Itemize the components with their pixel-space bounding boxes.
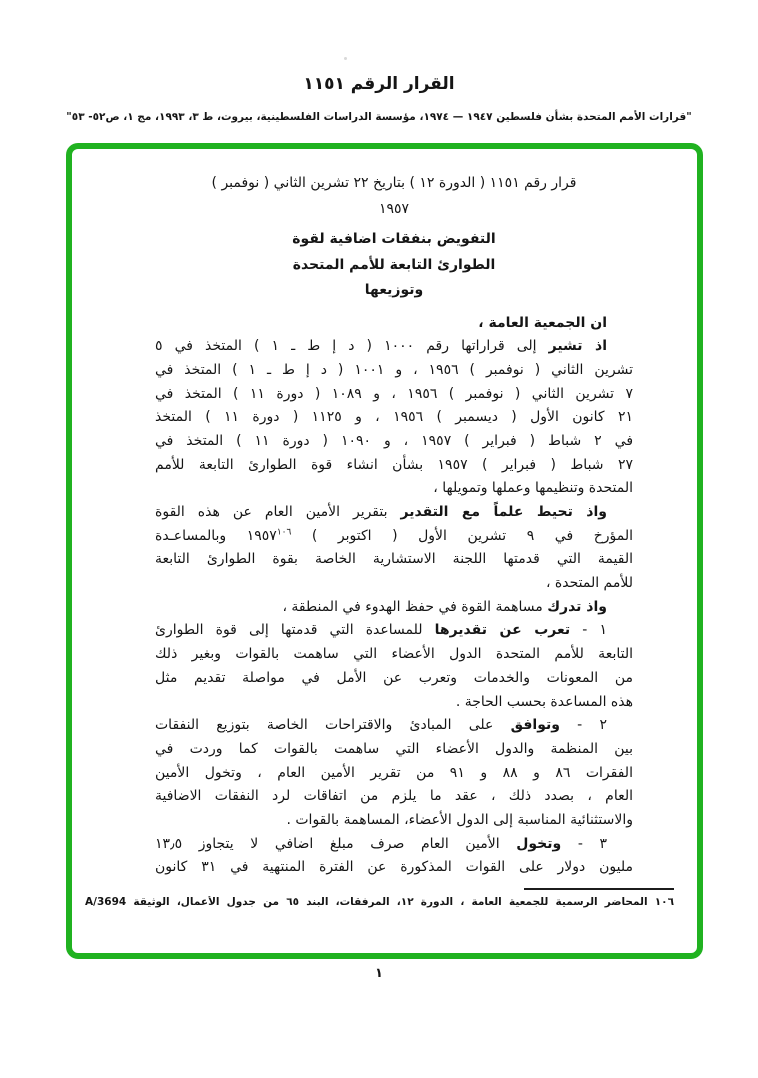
text-segment: ٢١ كانون الأول ( ديسمبر ) ١٩٥٦ ، و ١١٢٥ ( دورة ١١ ) المتخذ — [155, 409, 633, 426]
text-segment: القيمة التي قدمتها اللجنة الاستشارية الخاصة بقوة الطوارئ التابعة — [155, 551, 633, 568]
citation-line: "قرارات الأمم المتحدة بشأن فلسطين ١٩٤٧ — ١٩٧٤، مؤسسة الدراسات الفلسطينية، بيروت، ط ٣، ١٩٩٣، مج ١، ص٥٢- ٥٣" — [66, 111, 692, 123]
text-segment: مليون دولار على القوات المذكورة عن الفترة المنتهية في ٣١ كانون — [155, 859, 633, 876]
text-segment: للأمم المتحدة ، — [545, 575, 633, 592]
resolution-text — [155, 171, 633, 880]
text-segment: واذ تحيط علماً مع التقدير — [400, 504, 607, 520]
body-line — [155, 691, 633, 715]
text-segment: وبالمساعـدة — [155, 527, 247, 544]
text-segment: بتقرير الأمين العام عن هذه القوة — [155, 504, 401, 520]
text-segment: ٢٧ شباط ( فبراير ) ١٩٥٧ بشأن انشاء قوة الطوارئ التابعة للأمم — [155, 456, 633, 473]
text-segment: إلى قراراتها رقم ١٠٠٠ ( د إ ط ـ ١ ) المتخذ في ٥ — [155, 338, 549, 355]
text-segment: تعرب عن تقديرها — [434, 622, 571, 639]
body-line — [155, 501, 633, 525]
text-segment: على المبادئ والاقتراحات الخاصة بتوزيع النفقات — [155, 717, 511, 734]
body-line — [155, 833, 633, 857]
text-segment: من المعونات والخدمات وتعرب عن الأمل في مواصلة تقديم مثل — [155, 669, 633, 686]
body-line — [155, 856, 633, 880]
text-segment: وتوافق — [510, 717, 560, 734]
body-line — [155, 667, 633, 691]
text-segment: والاستثنائية المناسبة إلى الدول الأعضاء، المساهمة بالقوات . — [286, 811, 633, 828]
body-line — [155, 572, 633, 596]
text-segment: للمساعدة التي قدمتها إلى قوة الطوارئ — [155, 622, 435, 639]
text-segment: المؤرخ في ٩ تشرين الأول ( اكتوبر ) ١٩٥٧ — [246, 527, 633, 544]
footnote-reference: ١٠٦ — [276, 527, 292, 538]
text-segment: اذ تشير — [548, 338, 608, 355]
scan-speck — [344, 57, 347, 60]
text-segment: ١ - — [570, 622, 607, 639]
body-line — [155, 383, 633, 407]
body-line — [155, 596, 633, 620]
body-line — [155, 548, 633, 572]
body-line — [155, 785, 633, 809]
body-line — [155, 643, 633, 667]
text-segment: تشرين الثاني ( نوفمبر ) ١٩٥٦ ، و ١٠٠١ ( د إ ط ـ ١ ) المتخذ في — [155, 361, 633, 378]
text-segment: ٣ - — [561, 835, 608, 852]
text-segment: مساهمة القوة في حفظ الهدوء في المنطقة ، — [282, 598, 548, 615]
text-segment: ٧ تشرين الثاني ( نوفمبر ) ١٩٥٦ ، و ١٠٨٩ ( دورة ١١ ) المتخذ في — [155, 385, 633, 402]
body-line — [155, 619, 633, 643]
text-segment: الأمين العام صرف مبلغ اضافي لا يتجاوز ١٣٫٥ — [155, 835, 517, 852]
footnote-rule — [524, 888, 674, 890]
body-line — [155, 762, 633, 786]
resolution-body — [155, 312, 633, 881]
text-segment: وتخول — [516, 835, 562, 852]
body-line — [155, 809, 633, 833]
resolution-heading — [155, 171, 633, 222]
page-title: القرار الرقم ١١٥١ — [303, 74, 455, 94]
body-line — [155, 359, 633, 383]
body-line — [155, 335, 633, 359]
resolution-title — [155, 227, 633, 304]
body-line — [155, 525, 633, 549]
footnote: ١٠٦ المحاضر الرسمية للجمعية العامة ، الدورة ١٢، المرفقات، البند ٦٥ من جدول الأعمال، الوثيقة A/3694 — [85, 896, 674, 908]
title-line: وتوزيعها — [364, 282, 424, 298]
title-line: التفويض بنفقات اضافية لقوة — [292, 231, 496, 247]
body-line — [155, 454, 633, 478]
text-segment: بين المنظمة والدول الأعضاء التي ساهمت بالقوات كما وردت في — [155, 740, 633, 757]
heading-line: ١٩٥٧ — [378, 200, 410, 217]
body-line — [155, 714, 633, 738]
body-line — [155, 477, 633, 501]
text-segment: الفقرات ٨٦ و ٨٨ و ٩١ من تقرير الأمين العام ، وتخول الأمين — [155, 764, 633, 781]
text-segment: التابعة للأمم المتحدة الدول الأعضاء التي ساهمت بالقوات وبغير ذلك — [155, 646, 633, 663]
text-segment: ٢ - — [559, 717, 608, 734]
page-number: ١ — [375, 966, 383, 981]
title-line: الطوارئ التابعة للأمم المتحدة — [292, 256, 496, 273]
body-line — [155, 312, 633, 336]
text-segment: واذ تدرك — [547, 598, 607, 615]
heading-line: قرار رقم ١١٥١ ( الدورة ١٢ ) بتاريخ ٢٢ تشرين الثاني ( نوفمبر ) — [211, 175, 577, 191]
text-segment: العام ، بصدد ذلك ، عقد ما يلزم من اتفاقات لرد النفقات الاضافية — [155, 788, 633, 805]
text-segment: ان الجمعية العامة ، — [478, 314, 607, 331]
body-line — [155, 430, 633, 454]
text-segment: هذه المساعدة بحسب الحاجة . — [455, 693, 633, 710]
body-line — [155, 406, 633, 430]
text-segment: المتحدة وتنظيمها وعملها وتمويلها ، — [433, 480, 633, 497]
body-line — [155, 738, 633, 762]
text-segment: في ٢ شباط ( فبراير ) ١٩٥٧ ، و ١٠٩٠ ( دورة ١١ ) المتخذ في — [155, 432, 633, 449]
